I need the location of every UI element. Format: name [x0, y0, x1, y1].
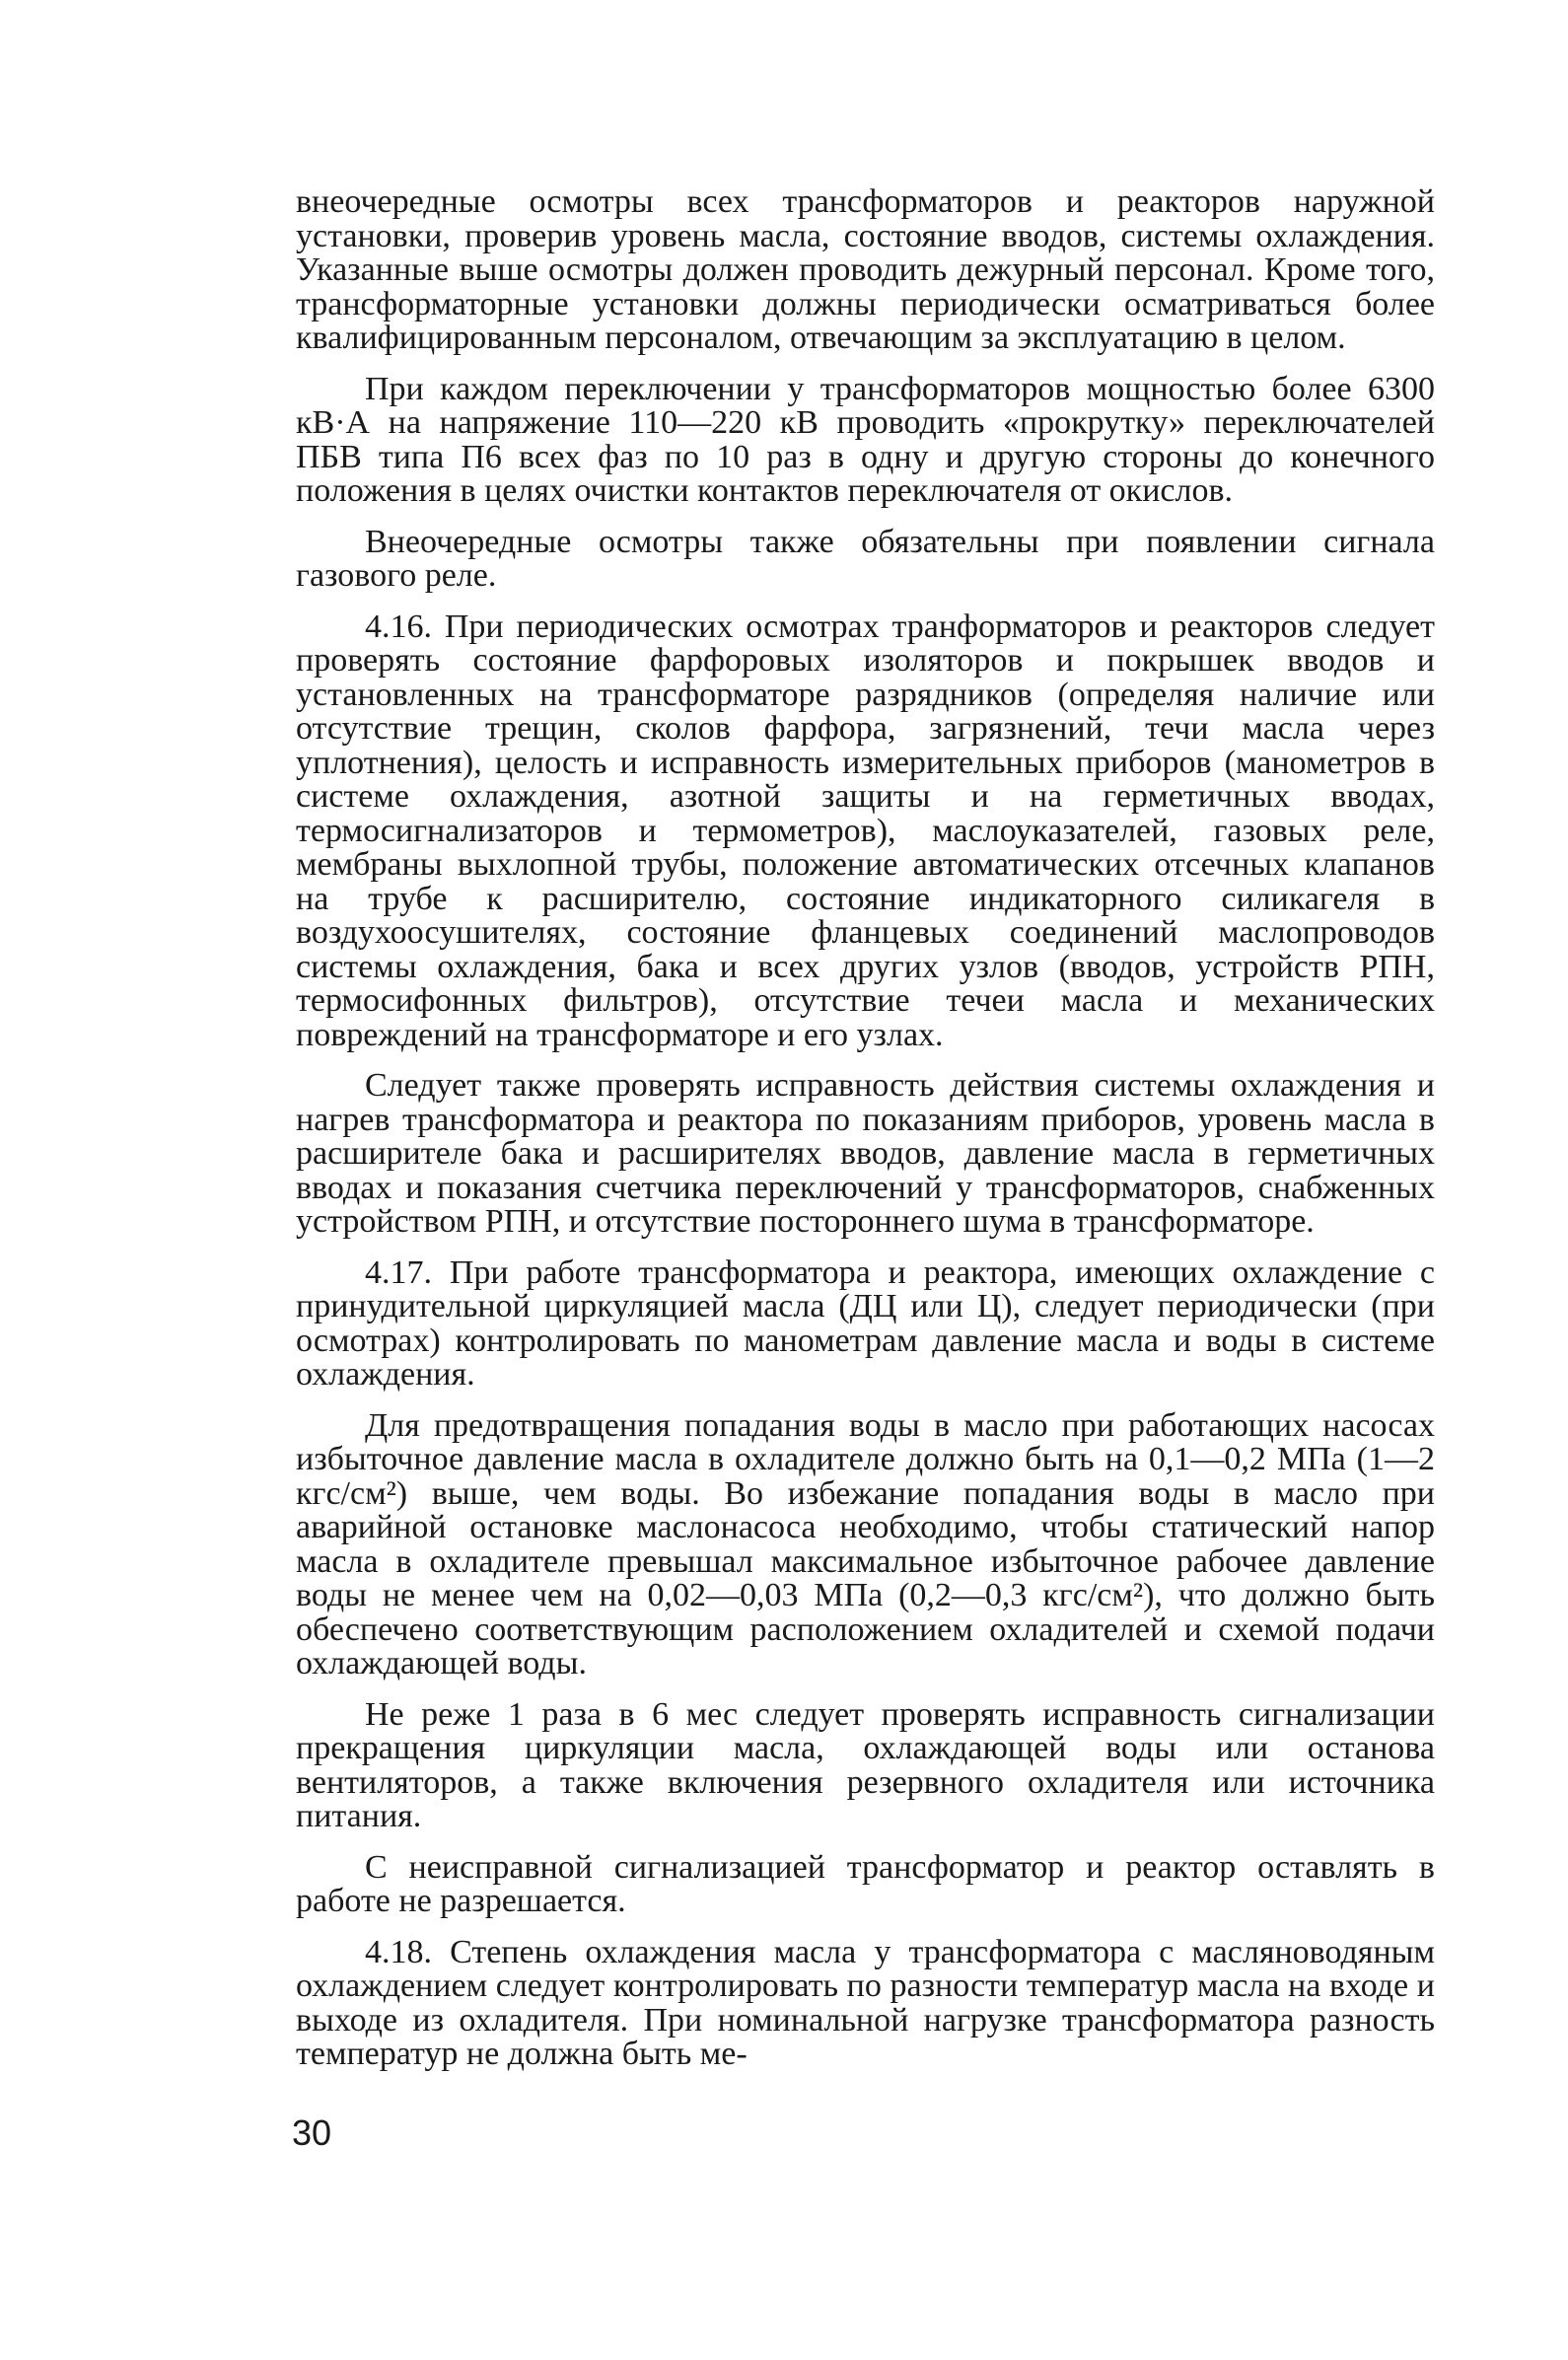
- paragraph-signal-check: Не реже 1 раза в 6 мес следует проверять исправность сигнализации прекращения циркуляции масла, охлаждающей воды или останова вентиляторов, а также включения резервного охладителя или источника питания.: [296, 1695, 1435, 1834]
- paragraph-4-18: 4.18. Степень охлаждения масла у трансформатора с масляноводяным охлаждением следует контролировать по разности температур масла на входе и выходе из охладителя. При номинальной нагрузке трансформатора разность температур не должна быть ме-: [296, 1933, 1435, 2072]
- paragraph-cooling-check: Следует также проверять исправность действия системы охлаждения и нагрев трансформатора и реактора по показаниям приборов, уровень масла в расширителе бака и расширителях вводов, давление масла в герметичных вводах и показания счетчика переключений у трансформаторов, снабженных устройством РПН, и отсутствие постороннего шума в трансформаторе.: [296, 1067, 1435, 1240]
- paragraph-4-17: 4.17. При работе трансформатора и реактора, имеющих охлаждение с принудительной циркуляцией масла (ДЦ или Ц), следует периодически (при осмотрах) контролировать по манометрам давление масла и воды в системе охлаждения.: [296, 1253, 1435, 1393]
- paragraph-ppbv-rotation: При каждом переключении у трансформаторов мощностью более 6300 кВ·А на напряжение 110—220 кВ проводить «прокрутку» переключателей ПБВ типа П6 всех фаз по 10 раз в одну и другую стороны до конечного положения в целях очистки контактов переключателя от окислов.: [296, 370, 1435, 509]
- paragraph-intro: внеочередные осмотры всех трансформаторов и реакторов наружной установки, проверив уровень масла, состояние вводов, системы охлаждения. Указанные выше осмотры должен проводить дежурный персонал. Кроме того, трансформаторные установки должны периодически осматриваться более квалифицированным персоналом, отвечающим за эксплуатацию в целом.: [296, 183, 1435, 356]
- paragraph-gas-relay: Внеочередные осмотры также обязательны при появлении сигнала газового реле.: [296, 523, 1435, 594]
- paragraph-4-16: 4.16. При периодических осмотрах транформаторов и реакторов следует проверять состояние фарфоровых изоляторов и покрышек вводов и установленных на трансформаторе разрядников (определяя наличие или отсутствие трещин, сколов фарфора, загрязнений, течи масла через уплотнения), целость и исправность измерительных приборов (манометров в системе охлаждения, азотной защиты и на герметичных вводах, термосигнализаторов и термометров), маслоуказателей, газовых реле, мембраны выхлопной трубы, положение автоматических отсечных клапанов на трубе к расширителю, состояние индикаторного силикагеля в воздухоосушителях, состояние фланцевых соединений маслопроводов системы охлаждения, бака и всех других узлов (вводов, устройств РПН, термосифонных фильтров), отсутствие течеи масла и механических повреждений на трансформаторе и его узлах.: [296, 608, 1435, 1053]
- page-number: 30: [292, 2112, 332, 2153]
- paragraph-water-pressure: Для предотвращения попадания воды в масло при работающих насосах избыточное давление масла в охладителе должно быть на 0,1—0,2 МПа (1—2 кгс/см²) выше, чем воды. Во избежание попадания воды в масло при аварийной остановке маслонасоса необходимо, чтобы статический напор масла в охладителе превышал максимальное избыточное рабочее давление воды не менее чем на 0,02—0,03 МПа (0,2—0,3 кгс/см²), что должно быть обеспечено соответствующим расположением охладителей и схемой подачи охлаждающей воды.: [296, 1406, 1435, 1681]
- document-page: [296, 185, 1435, 2072]
- paragraph-faulty-signal: С неисправной сигнализацией трансформатор и реактор оставлять в работе не разрешается.: [296, 1848, 1435, 1919]
